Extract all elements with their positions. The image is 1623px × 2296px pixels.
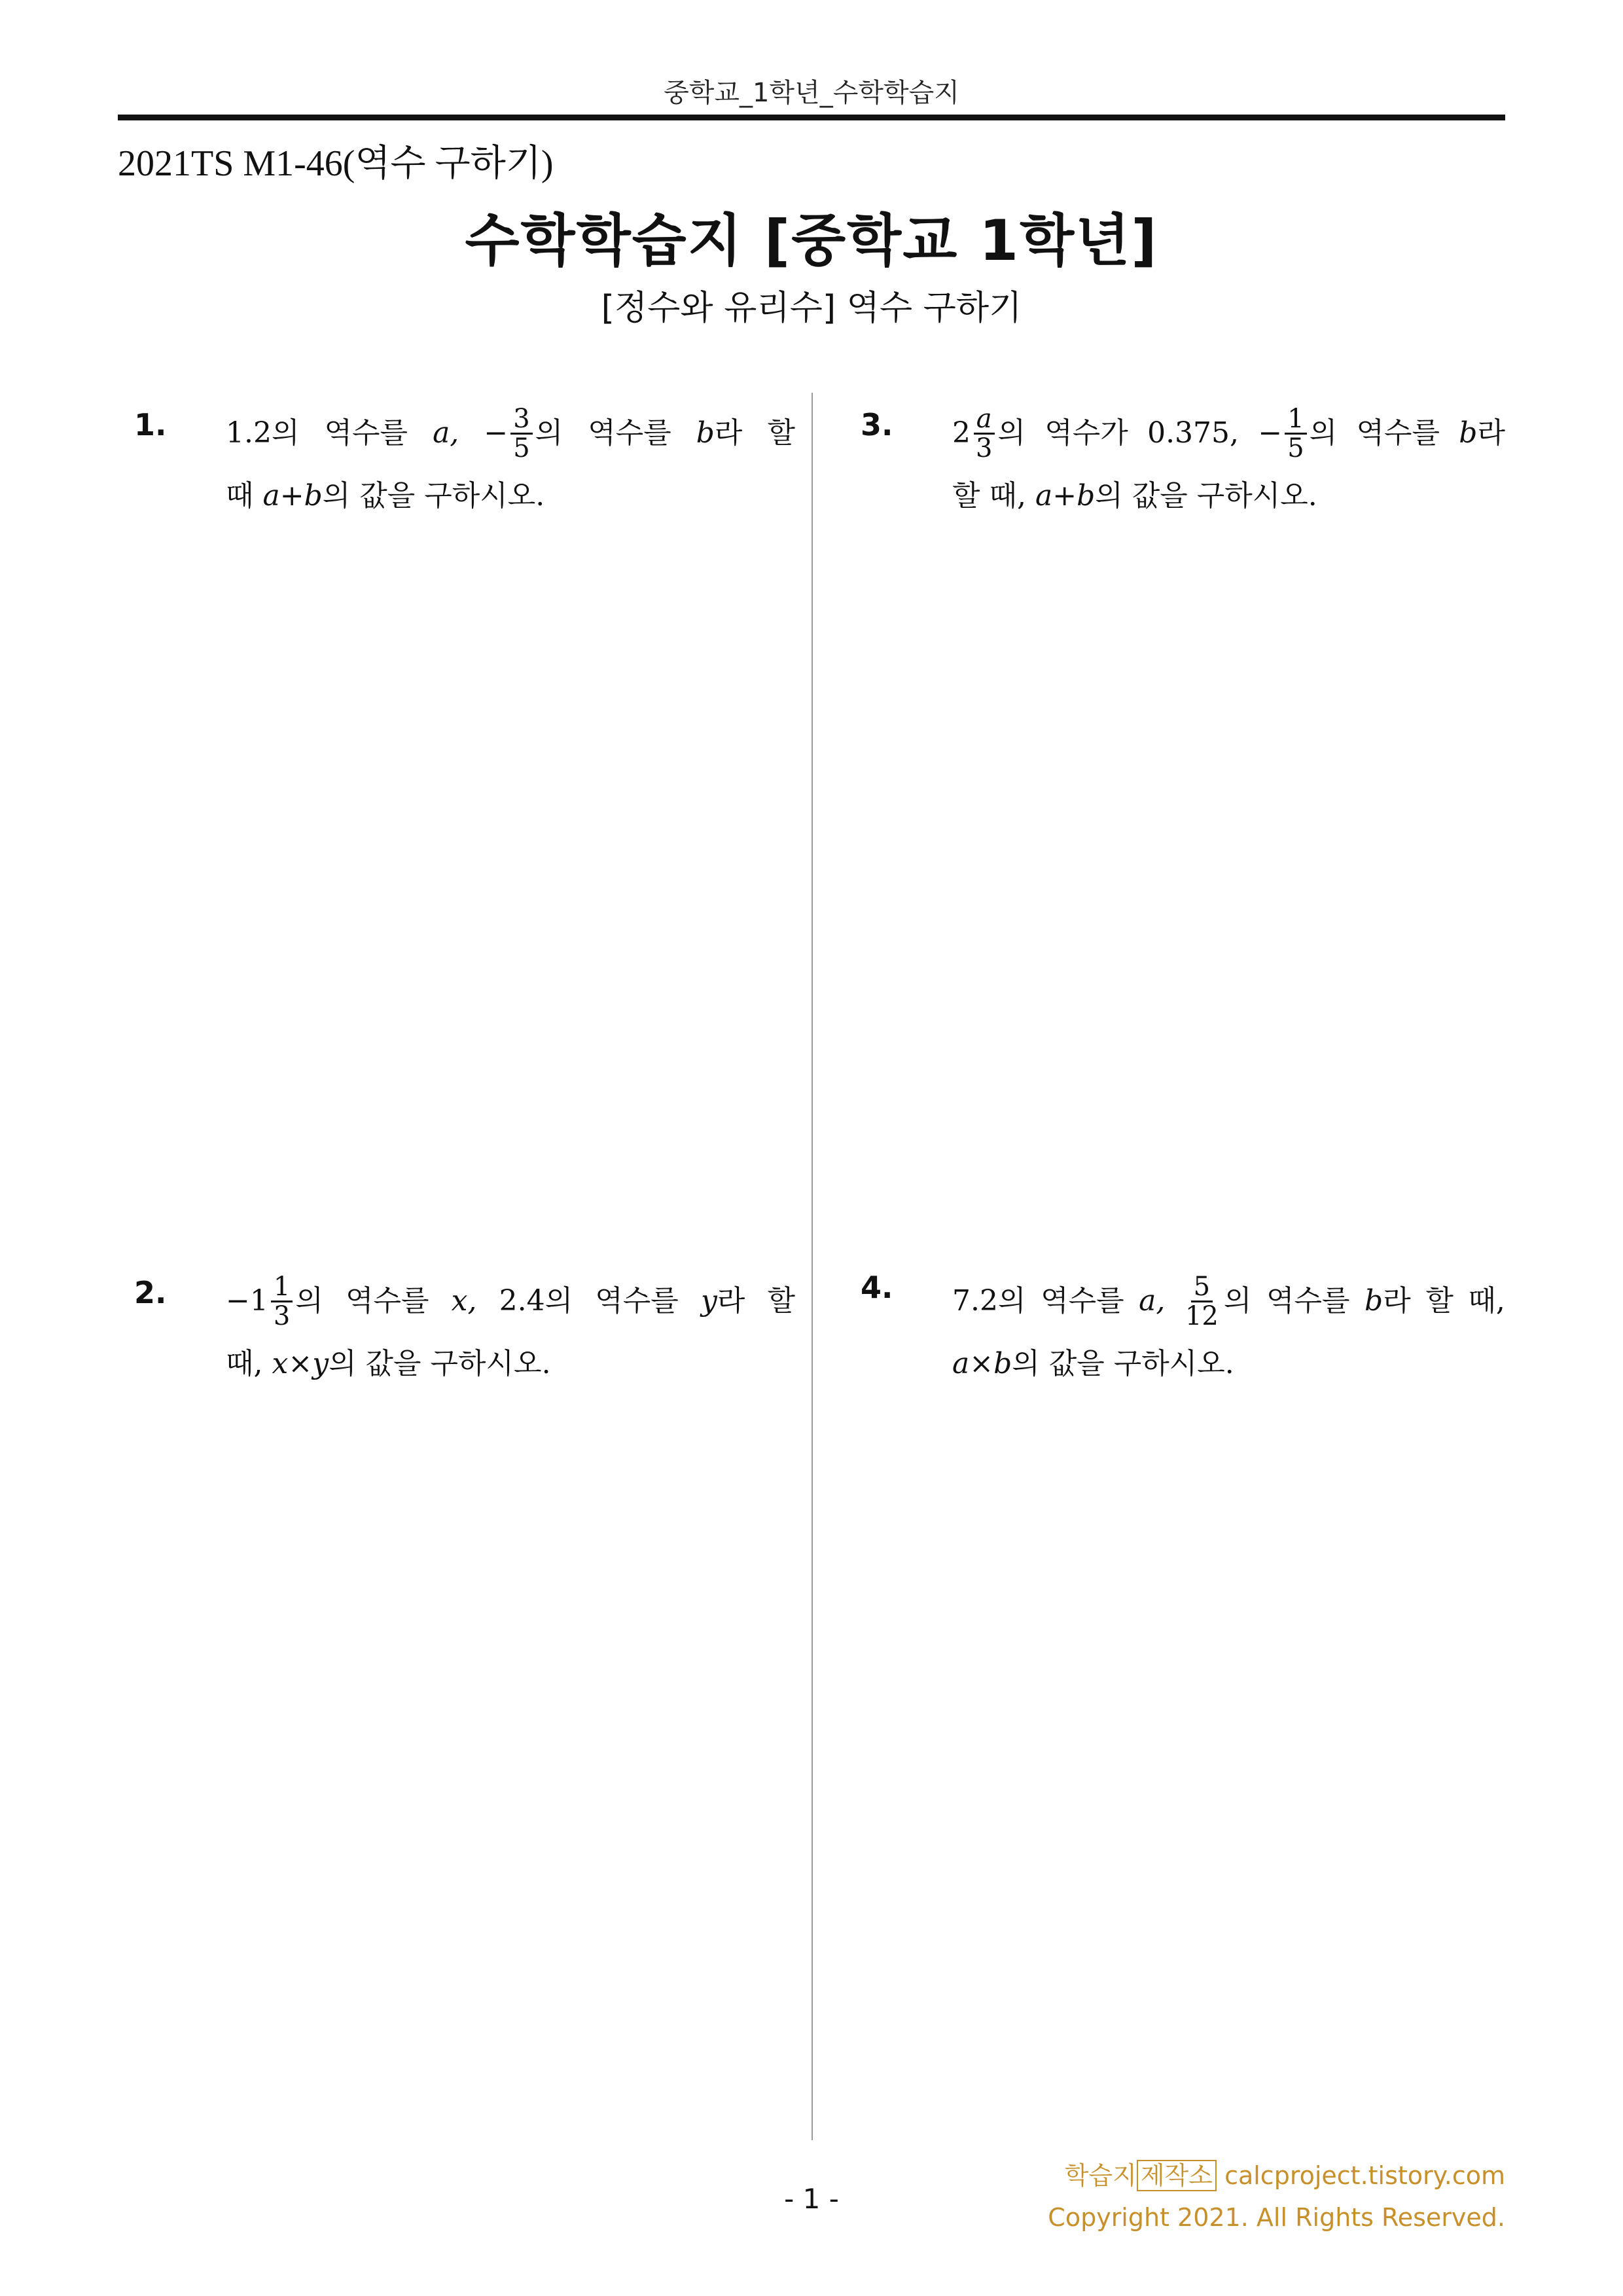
text-token: 라 (1477, 416, 1505, 450)
minus-sign: − (484, 416, 508, 450)
problem-text (952, 402, 1505, 528)
minus-sign: − (1258, 416, 1283, 450)
math-operator: × (288, 1347, 313, 1380)
text-token: 2.4의 (499, 1284, 573, 1318)
text-token: 의 값을 구하시오. (1095, 479, 1317, 512)
fraction (973, 405, 995, 462)
text-token: 때 (226, 479, 254, 512)
text-token: 할 (767, 1284, 795, 1318)
text-token: 1.2의 (226, 416, 300, 450)
brand-name-boxed: 제작소 (1137, 2160, 1217, 2191)
text-token: 의 (997, 416, 1026, 450)
text-token: 의 (295, 1284, 323, 1318)
fraction-denominator: 3 (273, 1300, 291, 1331)
problem-text (952, 1270, 1505, 1395)
header-rule (118, 115, 1505, 120)
text-token: 할 (767, 416, 795, 450)
fraction-denominator: 3 (976, 433, 993, 463)
problem-number: 4. (861, 1270, 893, 1305)
page-subtitle: [정수와 유리수] 역수 구하기 (601, 289, 1022, 328)
math-var: b (304, 479, 323, 512)
fraction-numerator: 3 (510, 405, 532, 435)
math-var: a (262, 479, 280, 512)
mixed-number-whole: −1 (226, 1284, 268, 1318)
text-token: 라 (717, 1284, 745, 1318)
footer-credit (1048, 2155, 1505, 2238)
text-token: 역수를 (588, 416, 671, 450)
fraction-numerator: a (974, 405, 995, 435)
fraction-numerator: 5 (1191, 1273, 1213, 1302)
text-token: 의 값을 구하시오. (1012, 1347, 1234, 1380)
running-header: 중학교_1학년_수학학습지 (664, 78, 959, 108)
math-var: y (312, 1347, 329, 1380)
text-token: 0.375, (1147, 416, 1240, 450)
text-token: 역수를 (1266, 1284, 1350, 1318)
math-var: y (700, 1284, 717, 1318)
math-var: a (1035, 479, 1053, 512)
math-operator: + (1052, 479, 1077, 512)
fraction (510, 405, 532, 462)
problem-number: 2. (134, 1275, 167, 1310)
column-divider (812, 393, 813, 2140)
math-var: b (1364, 1284, 1383, 1318)
text-token: 의 값을 구하시오. (322, 479, 545, 512)
math-var: b (1077, 479, 1096, 512)
math-var: a, (433, 416, 459, 450)
problem-number: 3. (861, 407, 893, 442)
fraction-numerator: 1 (1285, 405, 1306, 435)
math-var: a, (1139, 1284, 1166, 1318)
fraction-denominator: 12 (1185, 1300, 1219, 1331)
text-token: 할 (1425, 1284, 1454, 1318)
fraction-numerator: 1 (271, 1273, 293, 1302)
math-var: x (272, 1347, 289, 1380)
text-token: 의 (1309, 416, 1338, 450)
site-link[interactable]: calcproject.tistory.com (1224, 2161, 1505, 2190)
text-token: 할 때, (952, 479, 1026, 512)
text-token: 역수가 (1044, 416, 1128, 450)
footer-brand-line (1048, 2155, 1505, 2197)
problem-text (226, 402, 795, 528)
text-token: 역수를 (1041, 1284, 1124, 1318)
fraction (271, 1273, 293, 1330)
copyright: Copyright 2021. All Rights Reserved. (1048, 2203, 1505, 2232)
math-var: b (696, 416, 715, 450)
math-var: b (1459, 416, 1478, 450)
text-token: 역수를 (595, 1284, 679, 1318)
text-token: 때, (226, 1347, 263, 1380)
text-token: 역수를 (346, 1284, 429, 1318)
text-token: 역수를 (1356, 416, 1440, 450)
math-var: x, (451, 1284, 477, 1318)
page-number: - 1 - (784, 2183, 839, 2215)
fraction-denominator: 5 (513, 433, 530, 463)
brand-name: 학습지 (1064, 2161, 1137, 2190)
worksheet-code: 2021TS M1-46(역수 구하기) (118, 143, 554, 184)
fraction-denominator: 5 (1287, 433, 1304, 463)
text-token: 의 (535, 416, 563, 450)
text-token: 역수를 (324, 416, 408, 450)
problem-text (226, 1270, 795, 1395)
page-title: 수학학습지 [중학교 1학년] (465, 208, 1158, 274)
text-token: 라 (1383, 1284, 1411, 1318)
mixed-number-whole: 2 (952, 416, 971, 450)
text-token: 7.2의 (952, 1284, 1026, 1318)
math-var: b (993, 1347, 1012, 1380)
math-var: a (952, 1347, 970, 1380)
math-operator: + (279, 479, 304, 512)
fraction (1183, 1273, 1221, 1330)
text-token: 의 값을 구하시오. (329, 1347, 551, 1380)
problem-number: 1. (134, 407, 167, 442)
text-token: 때, (1468, 1284, 1505, 1318)
text-token: 라 (714, 416, 743, 450)
text-token: 의 (1223, 1284, 1252, 1318)
fraction (1285, 405, 1306, 462)
math-operator: × (969, 1347, 994, 1380)
